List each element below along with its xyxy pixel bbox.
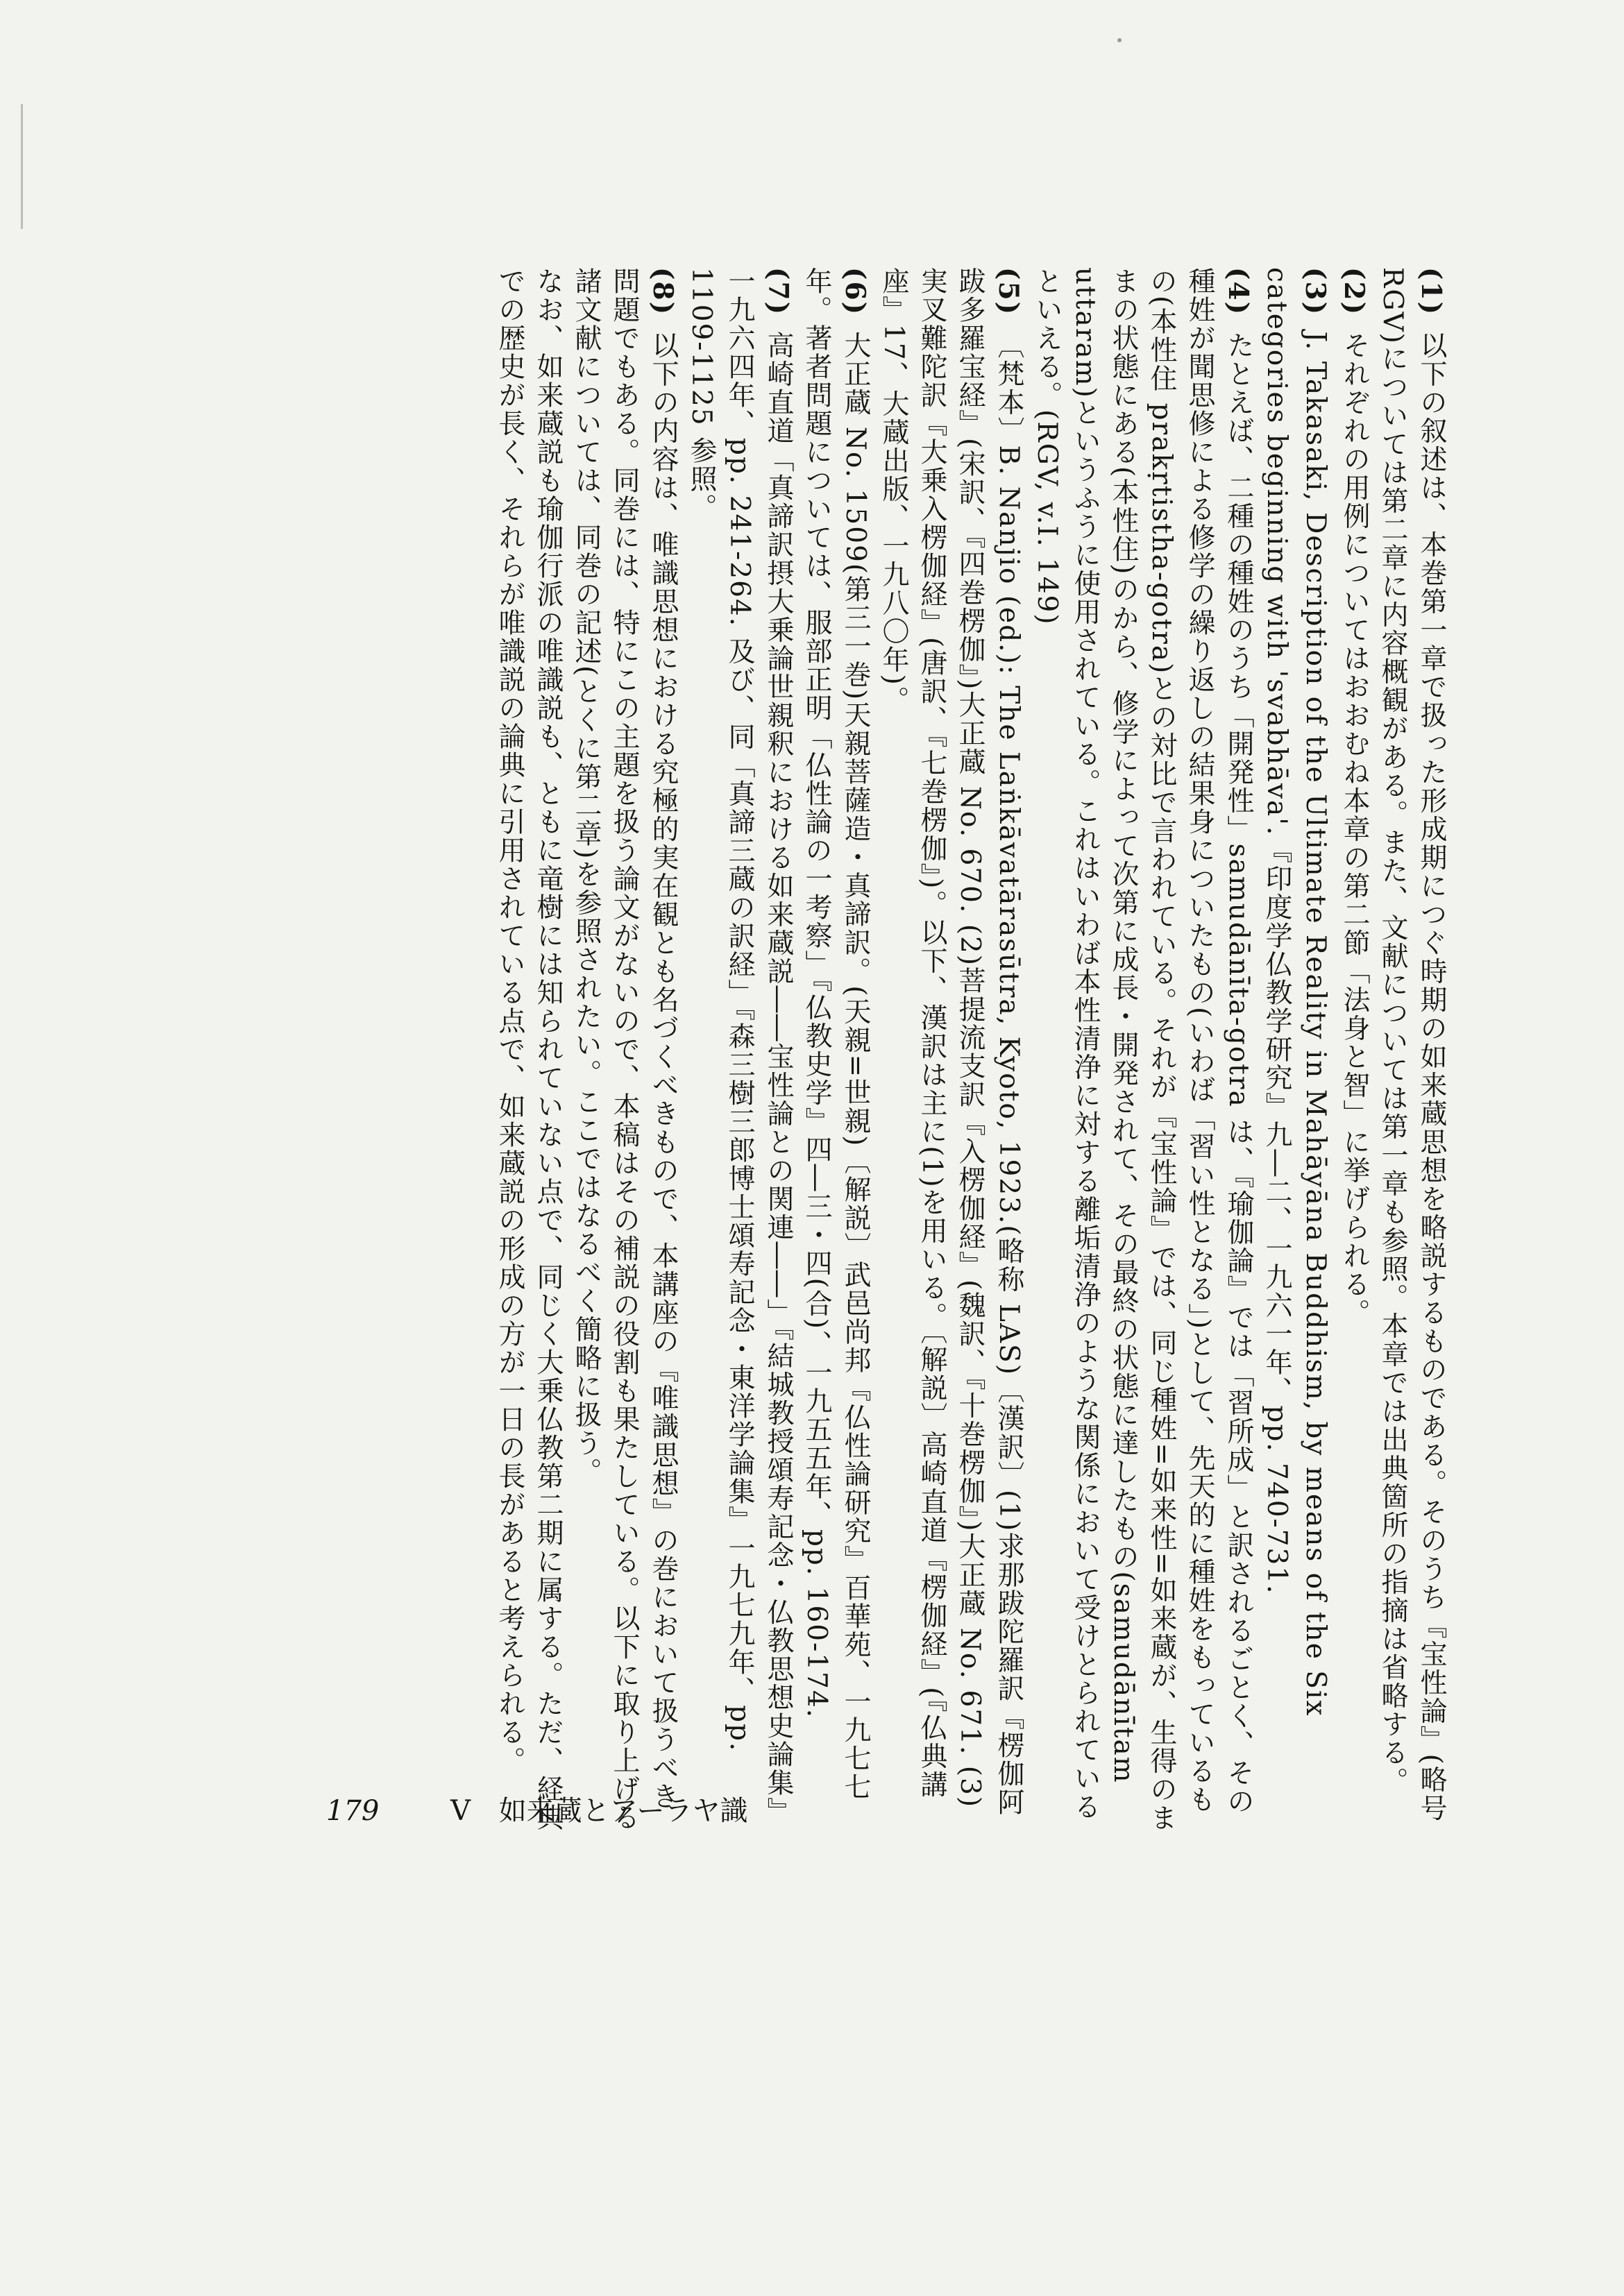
endnote-number: (7) [762, 267, 794, 316]
endnote-number: (8) [647, 267, 679, 316]
endnote [1028, 267, 1258, 1835]
endnote-number: (3) [1299, 267, 1331, 316]
endnote-text: 大正蔵 No. 1509(第三一巻)天親菩薩造・真諦訳。(天親=世親)〔解説〕武邑尚邦『仏性論研究』百華苑、一九七七年。著者問題については、服部正明「仏性論の一考察」『仏教史学』四―三・四(合)、一九五五年、pp. 160-174. [801, 267, 871, 1802]
page-footer [326, 1790, 1020, 1832]
endnote-text: それぞれの用例についてはおおむね本章の第二節「法身と智」に挙げられる。 [1339, 331, 1370, 1327]
closing-paragraph: なお、如来蔵説も瑜伽行派の唯識説も、ともに竜樹には知られていない点で、同じく大乗仏教第二期に属する。ただ、経典での歴史が長く、それらが唯識説の論典に引用されている点で、如来蔵説の形成の方が一日の長があると考えられる。 [494, 267, 564, 1832]
endnote-number: (5) [992, 267, 1024, 316]
endnote [682, 267, 797, 1835]
endnote [1258, 267, 1335, 1835]
endnote [874, 267, 1028, 1835]
endnote [1373, 267, 1450, 1835]
endnote-text: 〔梵本〕B. Nanjio (ed.): The Laṅkāvatārasūtra, Kyoto, 1923.(略称 LAS)〔漢訳〕(1)求那跋陀羅訳『楞伽阿跋多羅宝経』(宋訳、『四巻楞伽』)大正蔵 No. 670. (2)菩提流支訳『入楞伽経』(魏訳、『十巻楞伽』)大正蔵 No. 671. (3)実叉難陀訳『大乗入楞伽経』(唐訳、『七巻楞伽』)。以下、漢訳は主に(1)を用いる。〔解説〕高崎直道『楞伽経』(『仏典講座』17、大蔵出版、一九八〇年)。 [878, 267, 1024, 1817]
endnote-text: たとえば、二種の種姓のうち「開発性」samudānīta-gotra は、『瑜伽論』では「習所成」と訳されるごとく、その種姓が聞思修による修学の繰り返しの結果身についたもの(いわば「習い性となる」)として、先天的に種姓をもっているもの(本性住 prakṛtistha-gotra)との対比で言われている。それが『宝性論』では、同じ種姓=如来性=如来蔵が、生得のままの状態にある(本性住)のから、修学によって次第に成長・開発されて、その最終の状態に達したもの(samudānītam uttaram)というふうに使用されている。これはいわば本性清浄に対する離垢清浄のような関係において受けとられているといえる。(RGV, v.I. 149) [1031, 267, 1254, 1832]
endnote-number: (6) [839, 267, 871, 316]
endnotes-column [305, 267, 1450, 1835]
endnote-text: J. Takasaki, Description of the Ultimate Reality in Mahāyāna Buddhism, by means of the Six categories beginning with 'svabhāva'.『印度学仏教学研究』九―二、一九六一年、pp. 740-731. [1261, 267, 1331, 1717]
endnote-text: 以下の叙述は、本巻第一章で扱った形成期につぐ時期の如来蔵思想を略説するものである。そのうち『宝性論』(略号 RGV)については第二章に内容概観がある。また、文献については第一章も参照。本章では出典箇所の指摘は省略する。 [1377, 267, 1447, 1823]
endnote-number: (4) [1222, 267, 1254, 316]
endnote-text: 高崎直道「真諦訳摂大乗論世親釈における如来蔵説――宝性論との関連――」『結城教授頌寿記念・仏教思想史論集』一九六四年、pp. 241-264. 及び、同「真諦三蔵の訳経」『森三樹三郎博士頌寿記念・東洋学論集』一九七九年、pp. 1109-1125 参照。 [686, 267, 794, 1826]
page-number: 179 [326, 1795, 380, 1827]
page-edge-mark [21, 104, 23, 229]
endnote [1335, 267, 1373, 1835]
scan-speck [1117, 38, 1122, 42]
endnote-number: (1) [1415, 267, 1447, 316]
endnote-text: 以下の内容は、唯識思想における究極的実在観とも名づくべきもので、本講座の『唯識思想』の巻において扱うべき問題でもある。同巻には、特にこの主題を扱う論文がないので、本稿はその補説の役割も果たしている。以下に取り上げる諸文献については、同巻の記述(とくに第二章)を参照されたい。ここではなるべく簡略に扱う。 [570, 267, 679, 1832]
endnote [567, 267, 682, 1835]
endnote-number: (2) [1338, 267, 1370, 316]
endnote [797, 267, 874, 1835]
running-chapter-title: 如来蔵とアーラヤ識 [498, 1795, 748, 1827]
part-number: V [450, 1795, 471, 1827]
